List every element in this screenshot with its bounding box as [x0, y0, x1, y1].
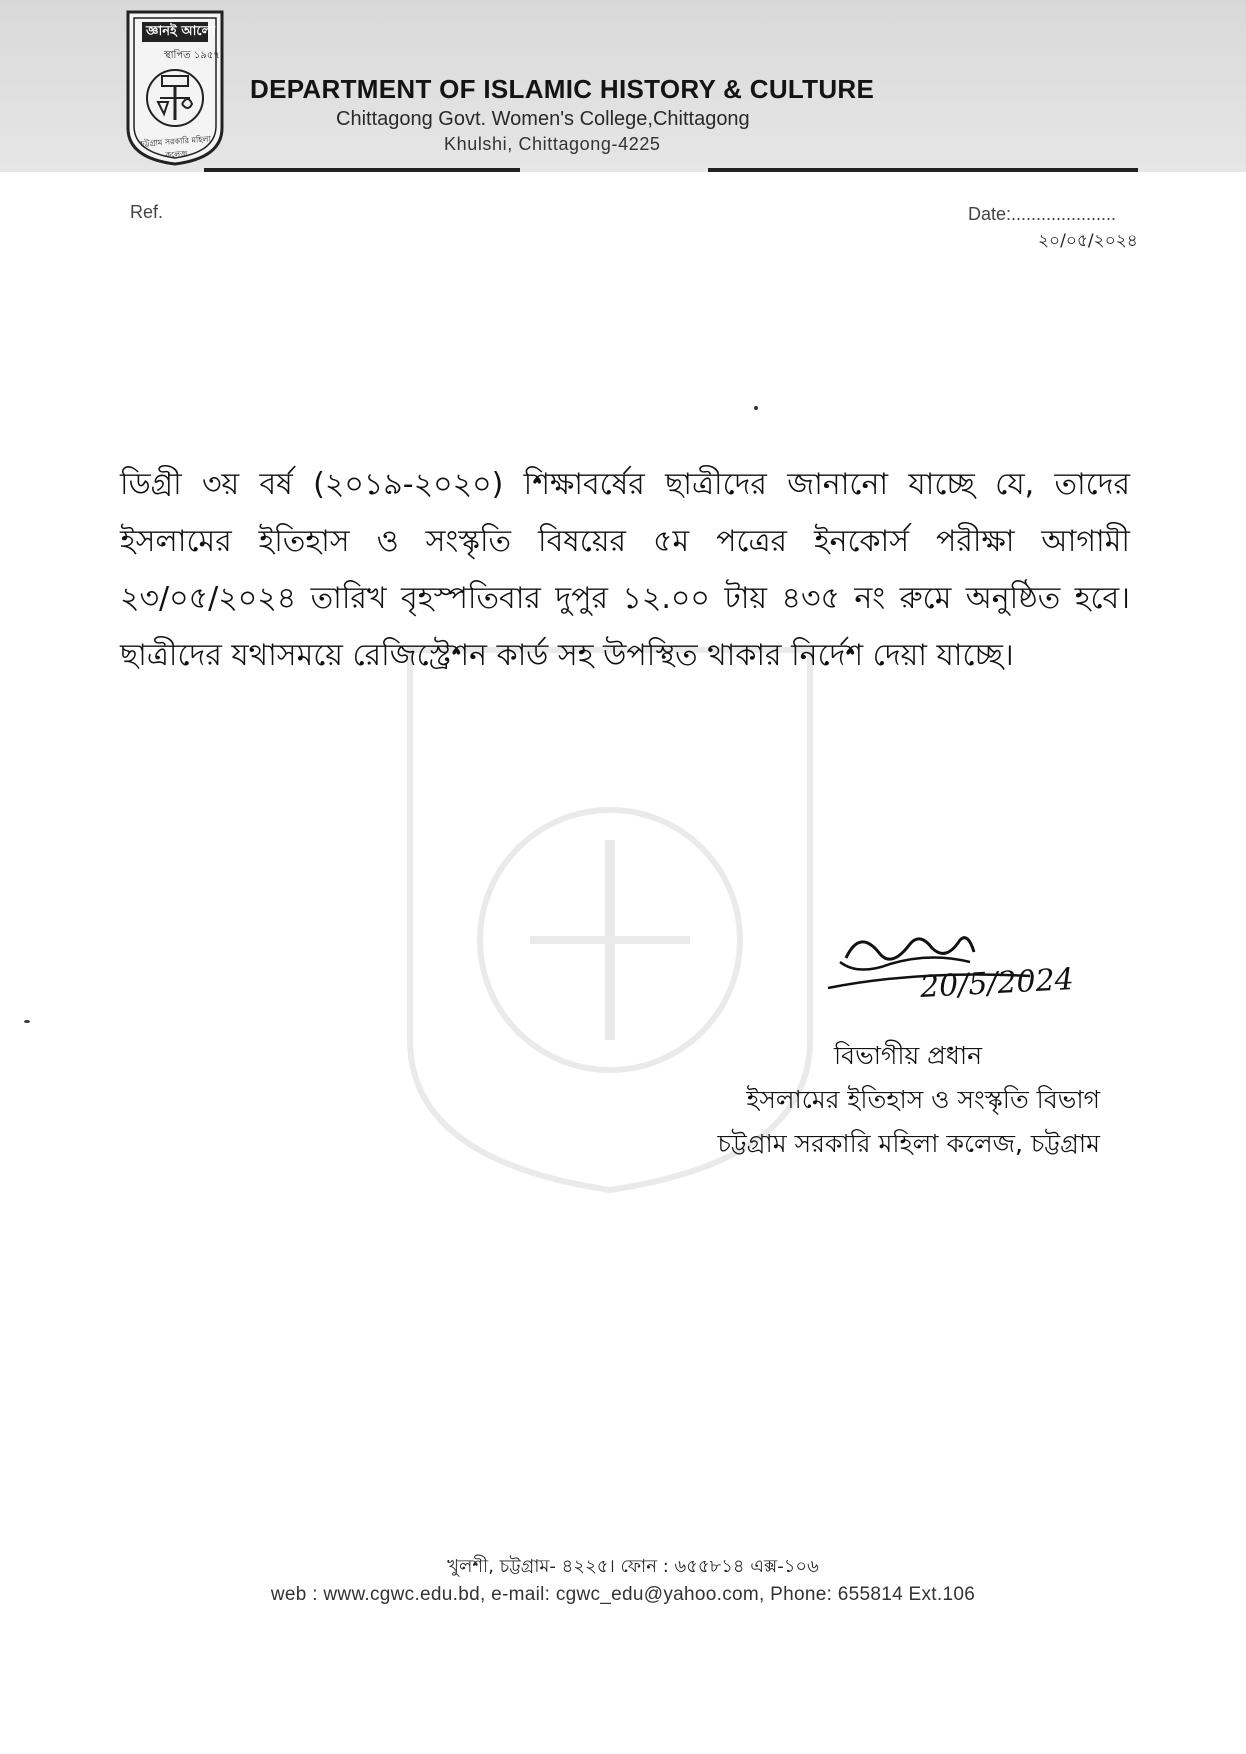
signatory-college: চট্টগ্রাম সরকারি মহিলা কলেজ, চট্টগ্রাম	[717, 1129, 1100, 1158]
date-label: Date:.....................	[968, 204, 1117, 224]
signatory-title: বিভাগীয় প্রধান	[834, 1041, 982, 1070]
signatory-department: ইসলামের ইতিহাস ও সংস্কৃতি বিভাগ	[746, 1085, 1100, 1114]
college-address: Khulshi, Chittagong-4225	[444, 134, 661, 154]
college-logo	[124, 8, 226, 166]
scan-speck	[24, 1020, 30, 1023]
signature-date: 20/5/2024	[919, 961, 1075, 1006]
signatory-block	[640, 1034, 1100, 1166]
college-name: Chittagong Govt. Women's College,Chittagong	[336, 108, 750, 130]
header-rule-left	[204, 168, 520, 172]
logo-motto: জ্ঞানই আলো	[146, 24, 216, 39]
scan-speck	[754, 406, 758, 410]
handwritten-signature	[800, 918, 1100, 1028]
footer-english: web : www.cgwc.edu.bd, e-mail: cgwc_edu@yahoo.com, Phone: 655814 Ext.106	[270, 1584, 976, 1605]
footer-bangla: খুলশী, চট্টগ্রাম- ৪২২৫। ফোন : ৬৫৫৮১৪ এক্স-১০৬	[447, 1556, 819, 1577]
ref-label: Ref.	[130, 202, 164, 222]
notice-body: ডিগ্রী ৩য় বর্ষ (২০১৯-২০২০) শিক্ষাবর্ষের ছাত্রীদের জানানো যাচ্ছে যে, তাদের ইসলামের ইতিহাস ও সংস্কৃতি বিষয়ের ৫ম পত্রের ইনকোর্স পরীক্ষা আগামী ২৩/০৫/২০২৪ তারিখ বৃহস্পতিবার দুপুর ১২.০০ টায় ৪৩৫ নং রুমে অনুষ্ঠিত হবে। ছাত্রীদের যথাসময়ে রেজিস্ট্রেশন কার্ড সহ উপস্থিত থাকার নির্দেশ দেয়া যাচ্ছে।	[120, 467, 1130, 673]
header-rule-right	[708, 168, 1138, 172]
logo-established: স্থাপিত ১৯৫৭	[164, 50, 220, 61]
department-title: DEPARTMENT OF ISLAMIC HISTORY & CULTURE	[250, 74, 875, 104]
date-value: ২০/০৫/২০২৪	[1038, 231, 1138, 251]
logo-college-name: চট্টগ্রাম সরকারি মহিলা কলেজ	[139, 134, 212, 160]
